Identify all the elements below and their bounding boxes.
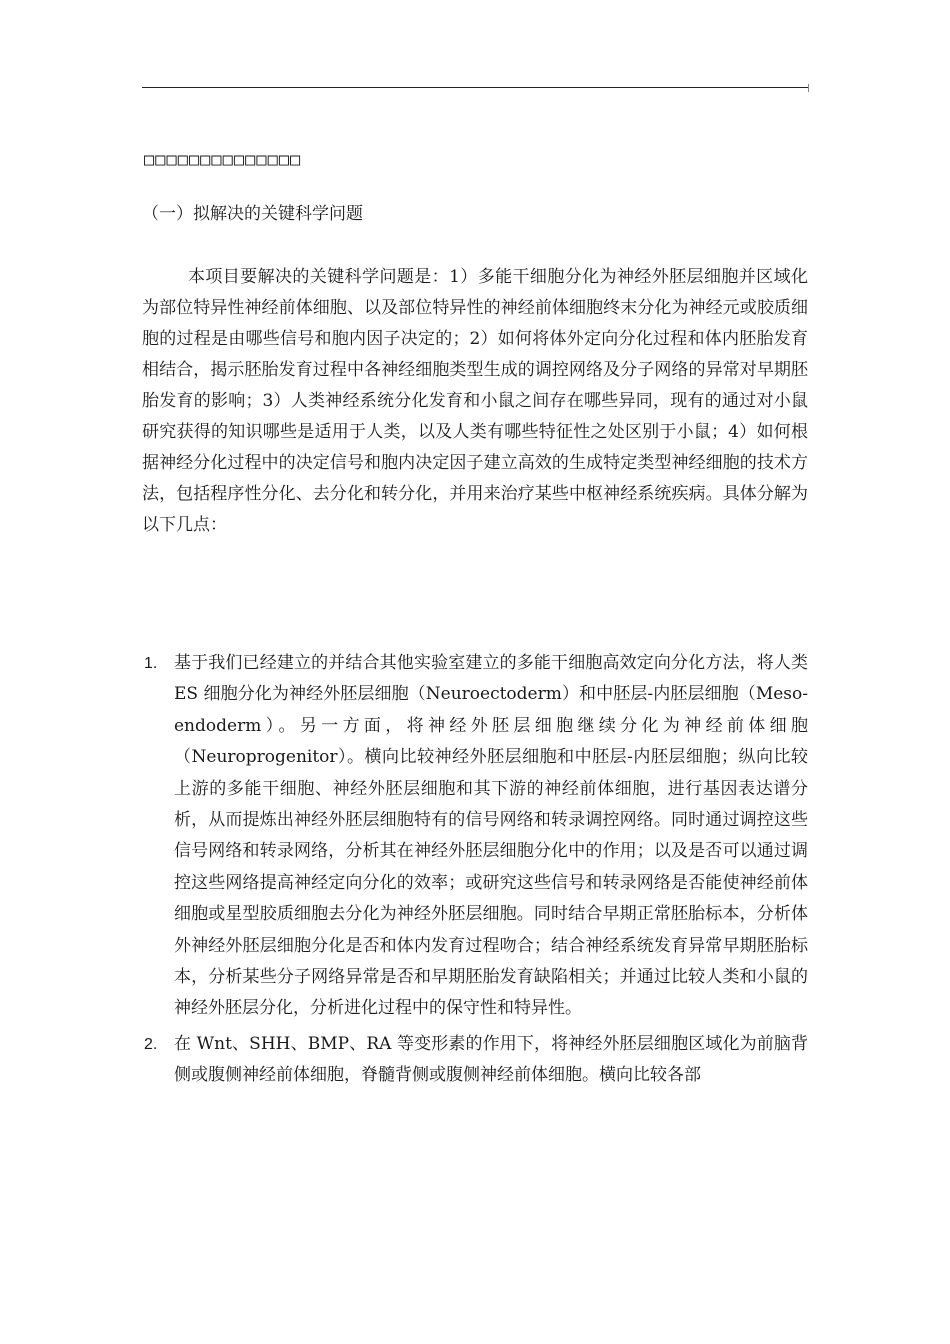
header-rule <box>142 87 808 88</box>
header-rule-end-mark <box>808 84 809 92</box>
list-item <box>142 1029 808 1092</box>
section-heading: （一）拟解决的关键科学问题 <box>142 204 363 224</box>
garbled-heading: □□□□□□□□□□□□□□ <box>144 150 302 170</box>
list-item-text: 基于我们已经建立的并结合其他实验室建立的多能干细胞高效定向分化方法，将人类 ES 细胞分化为神经外胚层细胞（Neuroectoderm）和中胚层-内胚层细胞（Meso-endoderm）。另一方面，将神经外胚层细胞继续分化为神经前体细胞（Neuroprogenitor）。横向比较神经外胚层细胞和中胚层-内胚层细胞；纵向比较上游的多能干细胞、神经外胚层细胞和其下游的神经前体细胞，进行基因表达谱分析，从而提炼出神经外胚层细胞特有的信号网络和转录调控网络。同时通过调控这些信号网络和转录网络，分析其在神经外胚层细胞分化中的作用；以及是否可以通过调控这些网络提高神经定向分化的效率；或研究这些信号和转录网络是否能使神经前体细胞或星型胶质细胞去分化为神经外胚层细胞。同时结合早期正常胚胎标本，分析体外神经外胚层细胞分化是否和体内发育过程吻合；结合神经系统发育异常早期胚胎标本，分析某些分子网络异常是否和早期胚胎发育缺陷相关；并通过比较人类和小鼠的神经外胚层分化，分析进化过程中的保守性和特异性。 <box>174 653 808 1019</box>
list-item-number: 2. <box>144 1035 158 1053</box>
list-item-number: 1. <box>144 655 158 672</box>
numbered-list <box>142 648 808 1096</box>
intro-paragraph: 本项目要解决的关键科学问题是：1）多能干细胞分化为神经外胚层细胞并区域化为部位特异性神经前体细胞、以及部位特异性的神经前体细胞终末分化为神经元或胶质细胞的过程是由哪些信号和胞内因子决定的；2）如何将体外定向分化过程和体内胚胎发育相结合，揭示胚胎发育过程中各神经细胞类型生成的调控网络及分子网络的异常对早期胚胎发育的影响；3）人类神经系统分化发育和小鼠之间存在哪些异同，现有的通过对小鼠研究获得的知识哪些是适用于人类，以及人类有哪些特征性之处区别于小鼠；4）如何根据神经分化过程中的决定信号和胞内决定因子建立高效的生成特定类型神经细胞的技术方法，包括程序性分化、去分化和转分化，并用来治疗某些中枢神经系统疾病。具体分解为以下几点： <box>142 267 808 535</box>
list-item-text: 在 Wnt、SHH、BMP、RA 等变形素的作用下，将神经外胚层细胞区域化为前脑背侧或腹侧神经前体细胞，脊髓背侧或腹侧神经前体细胞。横向比较各部 <box>174 1033 808 1086</box>
list-item <box>142 648 808 1025</box>
